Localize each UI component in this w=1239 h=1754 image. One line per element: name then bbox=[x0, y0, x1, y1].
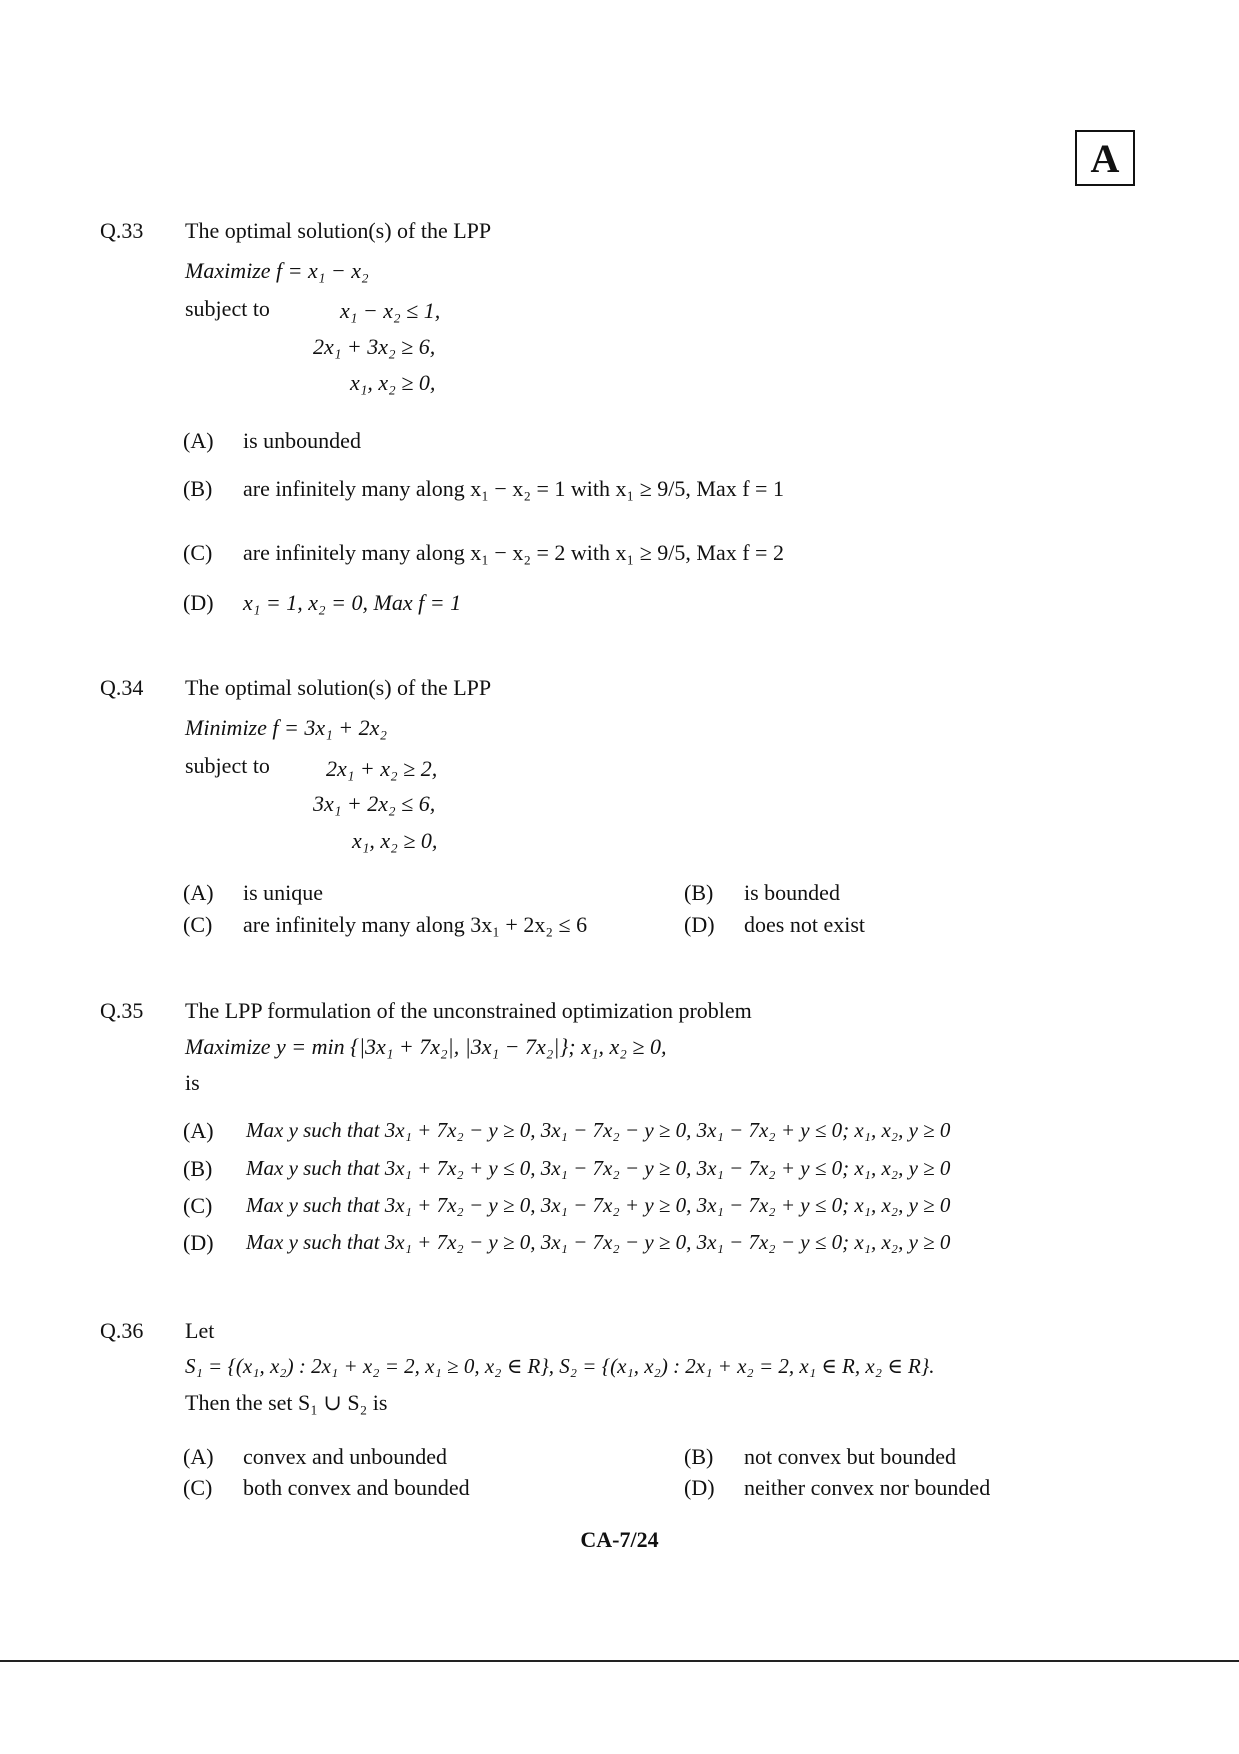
option-label[interactable]: (A) bbox=[183, 880, 214, 905]
question-number: Q.33 bbox=[100, 218, 144, 243]
constraint: 2x₁ + x₂ ≥ 2, bbox=[326, 756, 438, 781]
option-label[interactable]: (D) bbox=[684, 1475, 715, 1500]
constraint: x₁, x₂ ≥ 0, bbox=[350, 370, 436, 395]
option-text[interactable]: are infinitely many along 3x₁ + 2x₂ ≤ 6 bbox=[243, 912, 588, 937]
option-text[interactable]: is unbounded bbox=[243, 428, 361, 453]
set-definition: S₁ = {(x₁, x₂) : 2x₁ + x₂ = 2, x₁ ≥ 0, x₂ ∈ R}, S₂ = {(x₁, x₂) : 2x₁ + x₂ = 2, x₁ ∈ R, x₂ ∈ R}. bbox=[185, 1354, 935, 1378]
constraint: x₁, x₂ ≥ 0, bbox=[352, 828, 438, 853]
option-text[interactable]: neither convex nor bounded bbox=[744, 1475, 991, 1500]
option-label[interactable]: (C) bbox=[183, 1193, 213, 1218]
question-number: Q.36 bbox=[100, 1318, 144, 1343]
subject-to-label: subject to bbox=[185, 296, 270, 321]
option-text[interactable]: convex and unbounded bbox=[243, 1444, 448, 1469]
option-label[interactable]: (D) bbox=[183, 1230, 214, 1255]
option-text[interactable]: is bounded bbox=[744, 880, 840, 905]
option-text[interactable]: x₁ = 1, x₂ = 0, Max f = 1 bbox=[243, 590, 462, 615]
option-label[interactable]: (C) bbox=[183, 1475, 213, 1500]
constraint: 3x₁ + 2x₂ ≤ 6, bbox=[313, 791, 436, 816]
subject-to-label: subject to bbox=[185, 753, 270, 778]
option-text[interactable]: Max y such that 3x₁ + 7x₂ − y ≥ 0, 3x₁ − 7x₂ − y ≥ 0, 3x₁ − 7x₂ + y ≤ 0; x₁, x₂, y ≥ 0 bbox=[246, 1118, 951, 1142]
question-tail: is bbox=[185, 1070, 200, 1095]
option-text[interactable]: does not exist bbox=[744, 912, 865, 937]
question-stem: The optimal solution(s) of the LPP bbox=[185, 675, 492, 700]
objective: Maximize f = x₁ − x₂ bbox=[185, 258, 369, 283]
option-label[interactable]: (B) bbox=[183, 1156, 213, 1181]
question-number: Q.34 bbox=[100, 675, 144, 700]
option-label[interactable]: (D) bbox=[684, 912, 715, 937]
option-label[interactable]: (D) bbox=[183, 590, 214, 615]
question-stem: Let bbox=[185, 1318, 215, 1343]
option-text[interactable]: are infinitely many along x₁ − x₂ = 1 with x₁ ≥ 9/5, Max f = 1 bbox=[243, 476, 784, 501]
bottom-rule bbox=[0, 1660, 1239, 1662]
question-stem: The LPP formulation of the unconstrained optimization problem bbox=[185, 998, 752, 1023]
question-stem: The optimal solution(s) of the LPP bbox=[185, 218, 492, 243]
option-label[interactable]: (A) bbox=[183, 1118, 214, 1143]
constraint: x₁ − x₂ ≤ 1, bbox=[340, 298, 441, 323]
option-label[interactable]: (B) bbox=[684, 1444, 714, 1469]
option-label[interactable]: (C) bbox=[183, 540, 213, 565]
option-text[interactable]: Max y such that 3x₁ + 7x₂ − y ≥ 0, 3x₁ − 7x₂ + y ≥ 0, 3x₁ − 7x₂ + y ≤ 0; x₁, x₂, y ≥ 0 bbox=[246, 1193, 951, 1217]
constraint: 2x₁ + 3x₂ ≥ 6, bbox=[313, 334, 436, 359]
option-label[interactable]: (B) bbox=[684, 880, 714, 905]
option-label[interactable]: (A) bbox=[183, 1444, 214, 1469]
page-footer: CA-7/24 bbox=[580, 1527, 659, 1552]
option-label[interactable]: (A) bbox=[183, 428, 214, 453]
option-text[interactable]: are infinitely many along x₁ − x₂ = 2 with x₁ ≥ 9/5, Max f = 2 bbox=[243, 540, 784, 565]
option-text[interactable]: both convex and bounded bbox=[243, 1475, 470, 1500]
option-text[interactable]: Max y such that 3x₁ + 7x₂ + y ≤ 0, 3x₁ − 7x₂ − y ≥ 0, 3x₁ − 7x₂ + y ≤ 0; x₁, x₂, y ≥ 0 bbox=[246, 1156, 951, 1180]
option-text[interactable]: is unique bbox=[243, 880, 324, 905]
option-label[interactable]: (C) bbox=[183, 912, 213, 937]
option-text[interactable]: Max y such that 3x₁ + 7x₂ − y ≥ 0, 3x₁ − 7x₂ − y ≥ 0, 3x₁ − 7x₂ − y ≤ 0; x₁, x₂, y ≥ 0 bbox=[246, 1230, 951, 1254]
option-label[interactable]: (B) bbox=[183, 476, 213, 501]
paper-set-label: A bbox=[1075, 130, 1135, 186]
question-number: Q.35 bbox=[100, 998, 144, 1023]
objective: Maximize y = min {|3x₁ + 7x₂|, |3x₁ − 7x₂|}; x₁, x₂ ≥ 0, bbox=[185, 1034, 667, 1059]
objective: Minimize f = 3x₁ + 2x₂ bbox=[185, 715, 388, 740]
question-tail: Then the set S₁ ∪ S₂ is bbox=[185, 1390, 388, 1415]
option-text[interactable]: not convex but bounded bbox=[744, 1444, 957, 1469]
